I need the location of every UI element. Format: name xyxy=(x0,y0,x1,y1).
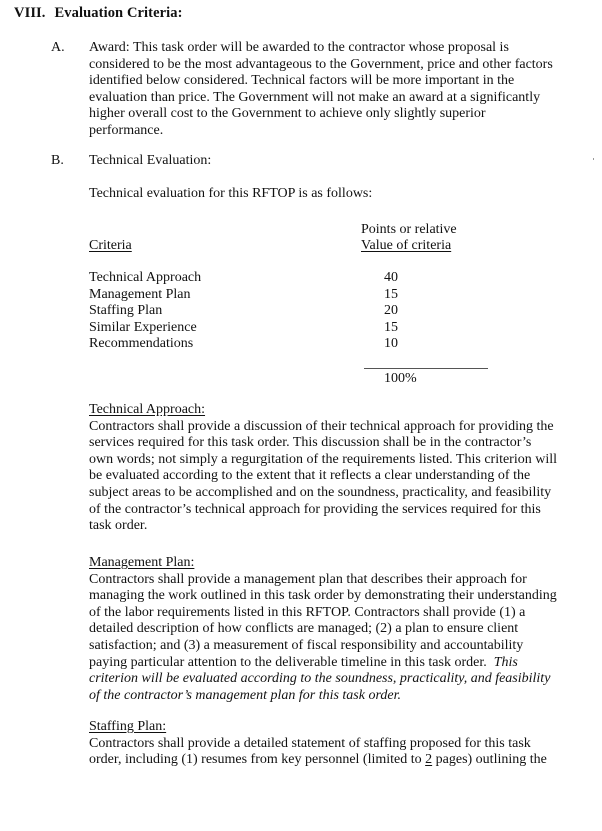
criteria-row-value: 40 xyxy=(384,270,398,285)
management-plan-italic-line: criterion will be evaluated according to the soundness, practicality, and feasibility xyxy=(89,671,551,687)
award-line: evaluation than price. The Government will not make an award at a significantly xyxy=(89,89,541,105)
management-plan-line6-italic: This xyxy=(493,654,518,670)
staffing-plan-line2-before: order, including (1) resumes from key personnel (limited to xyxy=(89,752,426,768)
criteria-row-value: 15 xyxy=(384,286,398,302)
criteria-row-value: 15 xyxy=(384,319,398,335)
technical-approach-title: Technical Approach: xyxy=(89,402,206,417)
management-plan-title: Management Plan: xyxy=(89,555,195,570)
technical-evaluation-marker: B. xyxy=(51,153,64,168)
technical-approach-line: be evaluated according to the extent that it reflects a clear understanding of the xyxy=(89,468,531,484)
criteria-row-label: Staffing Plan xyxy=(89,303,163,318)
technical-evaluation-title: Technical Evaluation: xyxy=(89,153,212,168)
management-plan-line: satisfaction; and (3) a measurement of fiscal responsibility and accountability xyxy=(89,637,524,653)
award-line: performance. xyxy=(89,122,164,138)
scan-speck xyxy=(593,158,594,160)
criteria-row-value: 10 xyxy=(384,336,398,351)
management-plan-line xyxy=(89,655,594,672)
technical-approach-line: own words; not simply a regurgitation of the requirements listed. This criterion will xyxy=(89,451,558,467)
technical-approach-line: services required for this task order. This discussion shall be in the contractor’s xyxy=(89,435,532,451)
technical-approach-line: task order. xyxy=(89,518,148,534)
technical-approach-line: Contractors shall provide a discussion of their technical approach for providing the xyxy=(89,418,554,434)
technical-approach-line: of the contractor’s technical approach for providing the services required for this xyxy=(89,501,541,517)
award-line: considered to be the most advantageous to the Government, price and other factors xyxy=(89,56,553,72)
value-column-header: Value of criteria xyxy=(361,238,452,253)
technical-approach-line: subject areas to be accomplished and on the soundness, practicality, and feasibility xyxy=(89,484,552,500)
criteria-column-header: Criteria xyxy=(89,238,132,253)
criteria-row-label: Similar Experience xyxy=(89,319,197,335)
criteria-total: 100% xyxy=(384,371,417,386)
section-title: Evaluation Criteria: xyxy=(54,5,183,21)
criteria-table xyxy=(0,0,602,400)
award-line: identified below considered. Technical factors will be more important in the xyxy=(89,73,515,89)
staffing-plan-page-limit: 2 xyxy=(425,752,433,768)
management-plan-line: detailed description of how conflicts are managed; (2) a plan to ensure client xyxy=(89,621,519,637)
award-line: Award: This task order will be awarded to the contractor whose proposal is xyxy=(89,40,509,55)
criteria-row-value: 20 xyxy=(384,303,398,318)
criteria-row-label: Recommendations xyxy=(89,336,194,351)
technical-approach-section xyxy=(89,402,594,535)
staffing-plan-section xyxy=(89,719,594,769)
management-plan-line: managing the work outlined in this task order by demonstrating their understanding xyxy=(89,588,557,604)
staffing-plan-title: Staffing Plan: xyxy=(89,719,167,734)
total-divider xyxy=(364,368,488,369)
section-number: VIII. xyxy=(14,5,46,21)
technical-evaluation-intro: Technical evaluation for this RFTOP is as follows: xyxy=(89,186,373,201)
award-line: higher overall cost to the Government to achieve only slightly superior xyxy=(89,106,486,122)
management-plan-italic-line: of the contractor’s management plan for this task order. xyxy=(89,687,402,703)
management-plan-line: of the labor requirements listed in this RFTOP. Contractors shall provide (1) a xyxy=(89,604,526,620)
award-marker: A. xyxy=(51,40,65,55)
management-plan-line: Contractors shall provide a management plan that describes their approach for xyxy=(89,571,527,587)
management-plan-section xyxy=(89,555,594,704)
staffing-plan-line2-after: pages) outlining the xyxy=(432,752,547,768)
management-plan-line6-text: paying particular attention to the deliverable timeline in this task order. xyxy=(89,654,494,670)
criteria-row-label: Technical Approach xyxy=(89,270,202,285)
staffing-plan-line: Contractors shall provide a detailed statement of staffing proposed for this task xyxy=(89,735,531,751)
staffing-plan-line xyxy=(89,752,594,769)
criteria-row-label: Management Plan xyxy=(89,286,191,302)
value-header-line1: Points or relative xyxy=(361,222,457,237)
